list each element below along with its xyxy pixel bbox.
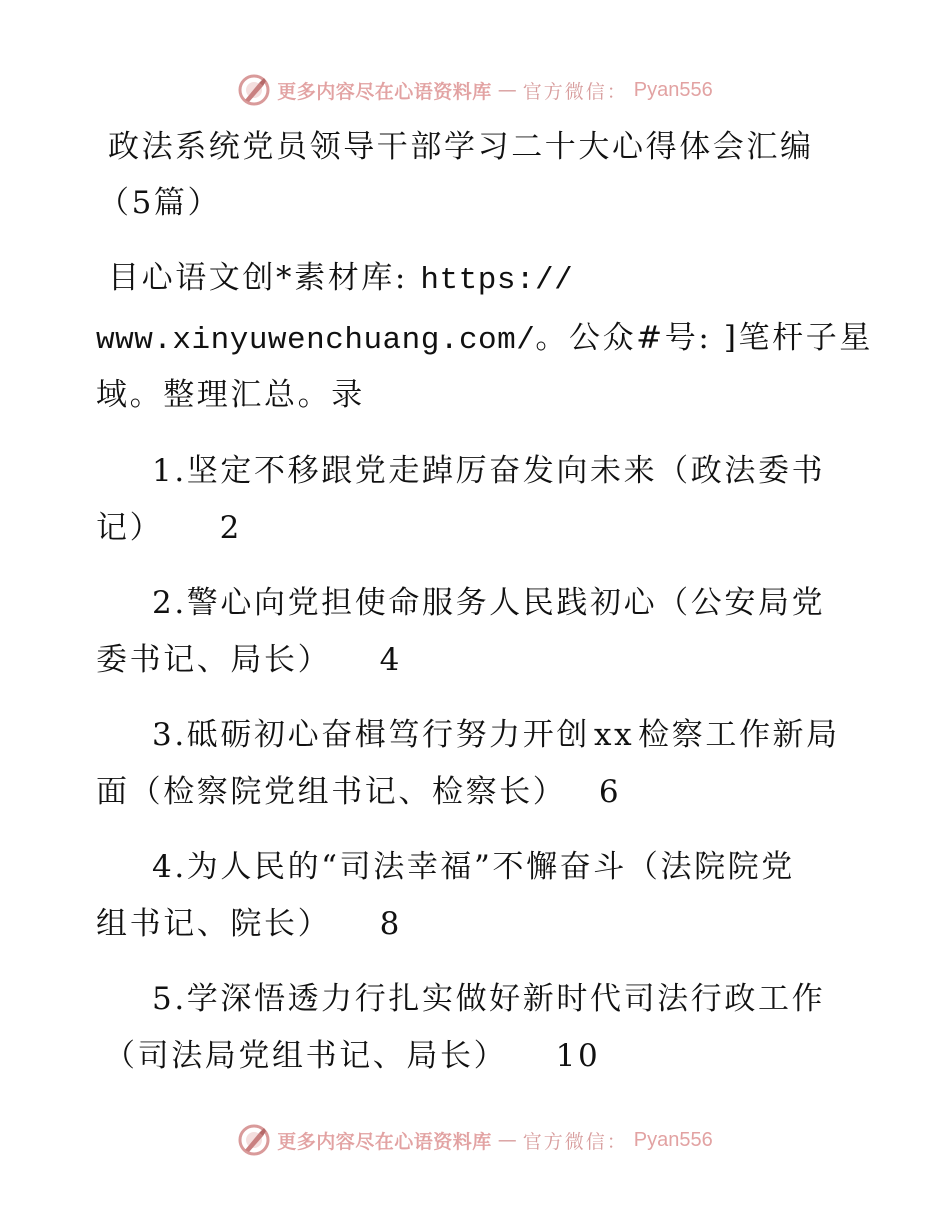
toc-item-3-page: 6 [598, 774, 622, 810]
footer-watermark [0, 1120, 950, 1160]
toc-item-2-line-2: 委书记、局长） 4 [96, 642, 402, 678]
fountain-pen-logo-icon [237, 1123, 271, 1157]
intro-line-2: www.xinyuwenchuang.com/。公众#号: ]笔杆子星 [96, 320, 873, 358]
watermark-separator: — [497, 79, 517, 101]
toc-item-4-line-2: 组书记、院长） 8 [96, 906, 402, 942]
fountain-pen-logo-icon [237, 73, 271, 107]
watermark-wechat-id: Pyan556 [633, 78, 713, 101]
header-watermark [0, 70, 950, 110]
intro-url-part1: https:// [420, 263, 574, 298]
toc-item-5-line-1: 5.学深悟透力行扎实做好新时代司法行政工作 [152, 981, 826, 1017]
document-title-count: （5篇） [98, 185, 222, 221]
watermark-wechat-label: 官方微信： [522, 1130, 628, 1153]
toc-item-2-page: 4 [379, 642, 402, 678]
toc-item-5-line-2: （司法局党组书记、局长） 10 [104, 1038, 601, 1074]
watermark-separator: — [497, 1129, 517, 1151]
intro-line-1: 目心语文创*素材库: https:// [108, 260, 574, 298]
toc-item-5-page: 10 [555, 1038, 601, 1074]
watermark-wechat-id: Pyan556 [633, 1128, 713, 1151]
toc-item-3-line-1: 3.砥砺初心奋楫笃行努力开创 xx 检察工作新局 [152, 717, 840, 753]
watermark-text: 更多内容尽在心语资料库 [277, 1130, 492, 1153]
toc-item-1-page: 2 [219, 510, 242, 546]
toc-item-4-line-1: 4.为人民的“司法幸福”不懈奋斗（法院院党 [152, 849, 795, 885]
toc-item-4-page: 8 [379, 906, 402, 942]
watermark-text: 更多内容尽在心语资料库 [277, 80, 492, 103]
toc-item-2-line-1: 2.警心向党担使命服务人民践初心（公安局党 [152, 585, 826, 621]
intro-line-3: 域。整理汇总。录 [96, 377, 365, 413]
document-title: 政法系统党员领导干部学习二十大心得体会汇编 [108, 129, 814, 165]
watermark-wechat-label: 官方微信： [522, 80, 628, 103]
toc-item-1-line-2: 记） 2 [96, 510, 242, 546]
toc-item-3-line-2: 面（检察院党组书记、检察长） 6 [96, 774, 622, 810]
intro-url-part2: www.xinyuwenchuang.com/ [96, 323, 536, 358]
toc-item-1-line-1: 1.坚定不移跟党走踔厉奋发向未来（政法委书 [152, 453, 826, 489]
